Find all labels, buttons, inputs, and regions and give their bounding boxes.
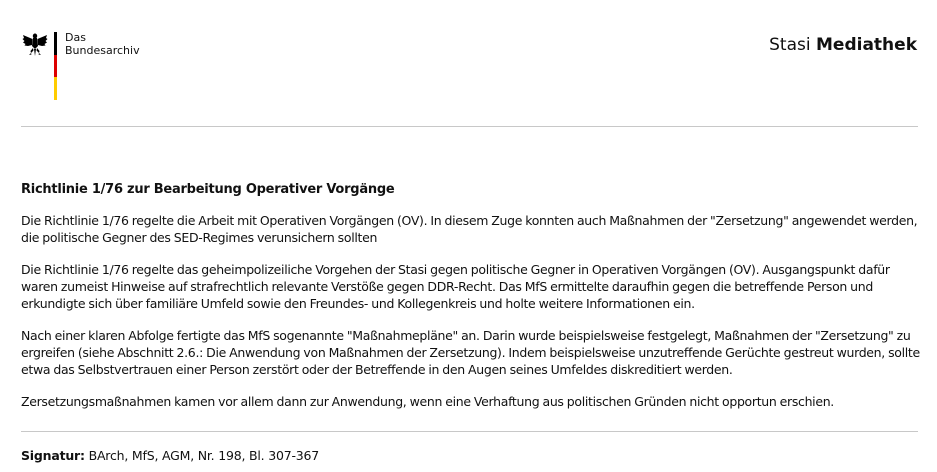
federal-eagle-icon — [22, 32, 48, 57]
header-divider — [21, 126, 918, 127]
brand-light: Stasi — [769, 35, 811, 55]
flag-stripe-red — [54, 55, 57, 78]
article-paragraph-4: Zersetzungsmaßnahmen kamen vor allem dann zur Anwendung, wenn eine Verhaftung aus politischen Gründen nicht opportun erschien. — [21, 394, 834, 409]
org-name-line1: Das — [65, 31, 86, 44]
footer-divider — [21, 431, 918, 432]
article-content — [21, 181, 921, 425]
flag-bar — [54, 32, 57, 100]
signatur-value: BArch, MfS, AGM, Nr. 198, Bl. 307-367 — [84, 448, 320, 463]
flag-stripe-black — [54, 32, 57, 55]
stasi-mediathek-brand[interactable] — [769, 35, 917, 55]
bundesarchiv-logo-text[interactable] — [65, 31, 140, 57]
article-paragraph-3: Nach einer klaren Abfolge fertigte das MfS sogenannte "Maßnahmepläne" an. Darin wurde beispielsweise festgelegt, Maßnahmen der "Zersetzung" zu ergreifen (siehe Abschnitt 2.6.: Die Anwendung von Maßnahmen der Zersetzung). Indem beispielsweise unzutreffende Gerüchte gestreut wurden, sollte etwa das Selbstvertrauen einer Person zerstört oder der Betreffende in den Augen seines Umfeldes diskreditiert werden. — [21, 328, 920, 377]
article-paragraph-2: Die Richtlinie 1/76 regelte das geheimpolizeiliche Vorgehen der Stasi gegen politische Gegner in Operativen Vorgängen (OV). Ausgangspunkt dafür waren zumeist Hinweise auf strafrechtlich relevante Verstöße gegen DDR-Recht. Das MfS ermittelte daraufhin gegen die betreffende Person und erkundigte sich über familiäre Umfeld sowie den Freundes- und Kollegenkreis und holte weitere Informationen ein. — [21, 262, 890, 311]
flag-stripe-gold — [54, 77, 57, 100]
org-name-line2: Bundesarchiv — [65, 44, 140, 57]
signatur — [21, 447, 319, 464]
brand-bold: Mediathek — [816, 35, 917, 55]
article-paragraph-1: Die Richtlinie 1/76 regelte die Arbeit mit Operativen Vorgängen (OV). In diesem Zuge konnten auch Maßnahmen der "Zersetzung" angewendet werden, die politische Gegner des SED-Regimes verunsichern sollten — [21, 213, 918, 245]
signatur-label: Signatur: — [21, 448, 85, 463]
article-title: Richtlinie 1/76 zur Bearbeitung Operativer Vorgänge — [21, 182, 395, 197]
site-header — [0, 0, 937, 127]
